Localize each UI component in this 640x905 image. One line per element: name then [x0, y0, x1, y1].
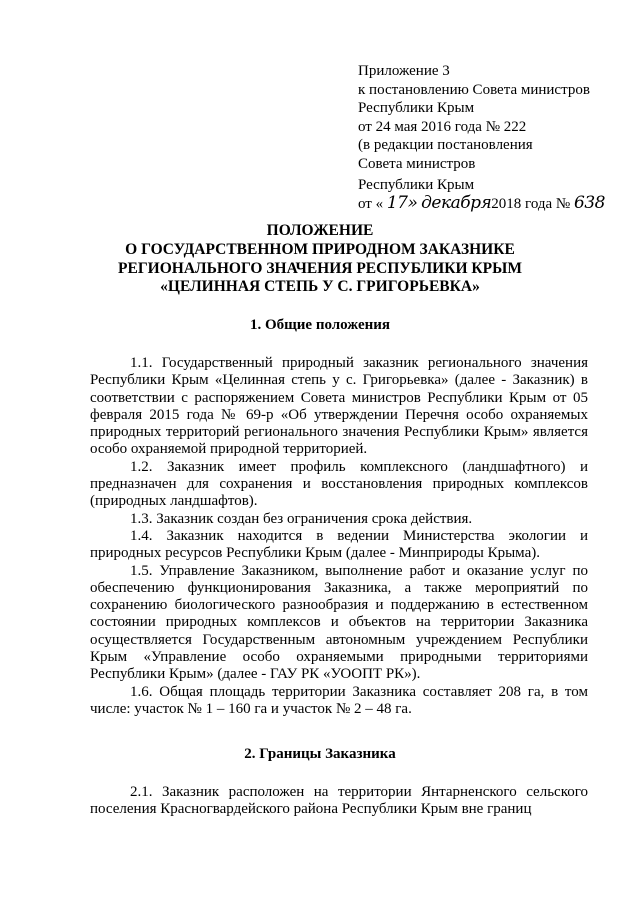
appendix-line: Приложение 3 — [358, 63, 450, 79]
document-title — [60, 222, 580, 297]
date-day-handwritten: 17» — [386, 193, 418, 214]
title-line: О ГОСУДАРСТВЕННОМ ПРИРОДНОМ ЗАКАЗНИКЕ — [125, 240, 515, 258]
appendix-date-line — [358, 194, 628, 214]
appendix-line: к постановлению Совета министров — [358, 81, 590, 98]
date-prefix: от « — [358, 196, 384, 213]
date-month-handwritten: декабря — [421, 193, 492, 214]
document-number-handwritten: 638 — [574, 193, 605, 214]
appendix-line: Совета министров — [358, 155, 476, 172]
paragraph-1-5: 1.5. Управление Заказником, выполнение работ и оказание услуг по обеспечению функционирования Заказника, а также мероприятий по сохранению биологического разнообразия и поддержанию в естественном состоянии природных комплексов и объектов на территории Заказника осуществляется Государственным автономным учреждением Республики Крым «Управление особо охраняемыми природными территориями Республики Крым» (далее - ГАУ РК «УООПТ РК»). — [90, 562, 588, 683]
paragraph-1-4: 1.4. Заказник находится в ведении Министерства экологии и природных ресурсов Республики Крым (далее - Минприроды Крыма). — [90, 527, 588, 562]
section-1-body — [90, 355, 588, 718]
appendix-line-text: Республики Крым — [358, 176, 475, 193]
signature-scribble — [474, 174, 538, 192]
title-line: ПОЛОЖЕНИЕ — [266, 222, 374, 239]
paragraph-1-2: 1.2. Заказник имеет профиль комплексного (ландшафтного) и предназначен для сохранения и восстановления природных комплексов (природных ландшафтов). — [90, 458, 588, 510]
paragraph-1-6: 1.6. Общая площадь территории Заказника составляет 208 га, в том числе: участок № 1 – 160 га и участок № 2 – 48 га. — [90, 683, 588, 717]
appendix-line: от 24 мая 2016 года № 222 — [358, 118, 527, 135]
title-line: «ЦЕЛИННАЯ СТЕПЬ У С. ГРИГОРЬЕВКА» — [160, 278, 480, 296]
section-2-heading: 2. Границы Заказника — [244, 746, 396, 762]
paragraph-1-1: 1.1. Государственный природный заказник регионального значения Республики Крым «Целинная степь у с. Григорьевка» (далее - Заказник) в соответствии с распоряжением Совета министров Республики Крым от 05 февраля 2015 года № 69-р «Об утверждении Перечня особо охраняемых природных территорий регионального значения Республики Крым» является особо охраняемой природной территорией. — [90, 355, 588, 458]
appendix-line: Республики Крым — [358, 100, 475, 117]
paragraph-2-1: 2.1. Заказник расположен на территории Янтарненского сельского поселения Красногвардейского района Республики Крым вне границ — [90, 784, 588, 818]
appendix-line — [358, 174, 628, 195]
appendix-block — [358, 62, 628, 214]
section-1-heading: 1. Общие положения — [249, 317, 391, 333]
date-year: 2018 года № — [491, 196, 571, 213]
title-line: РЕГИОНАЛЬНОГО ЗНАЧЕНИЯ РЕСПУБЛИКИ КРЫМ — [118, 259, 522, 277]
paragraph-1-3: 1.3. Заказник создан без ограничения срока действия. — [130, 510, 473, 527]
section-2-body — [90, 784, 588, 819]
appendix-line: (в редакции постановления — [358, 137, 533, 154]
